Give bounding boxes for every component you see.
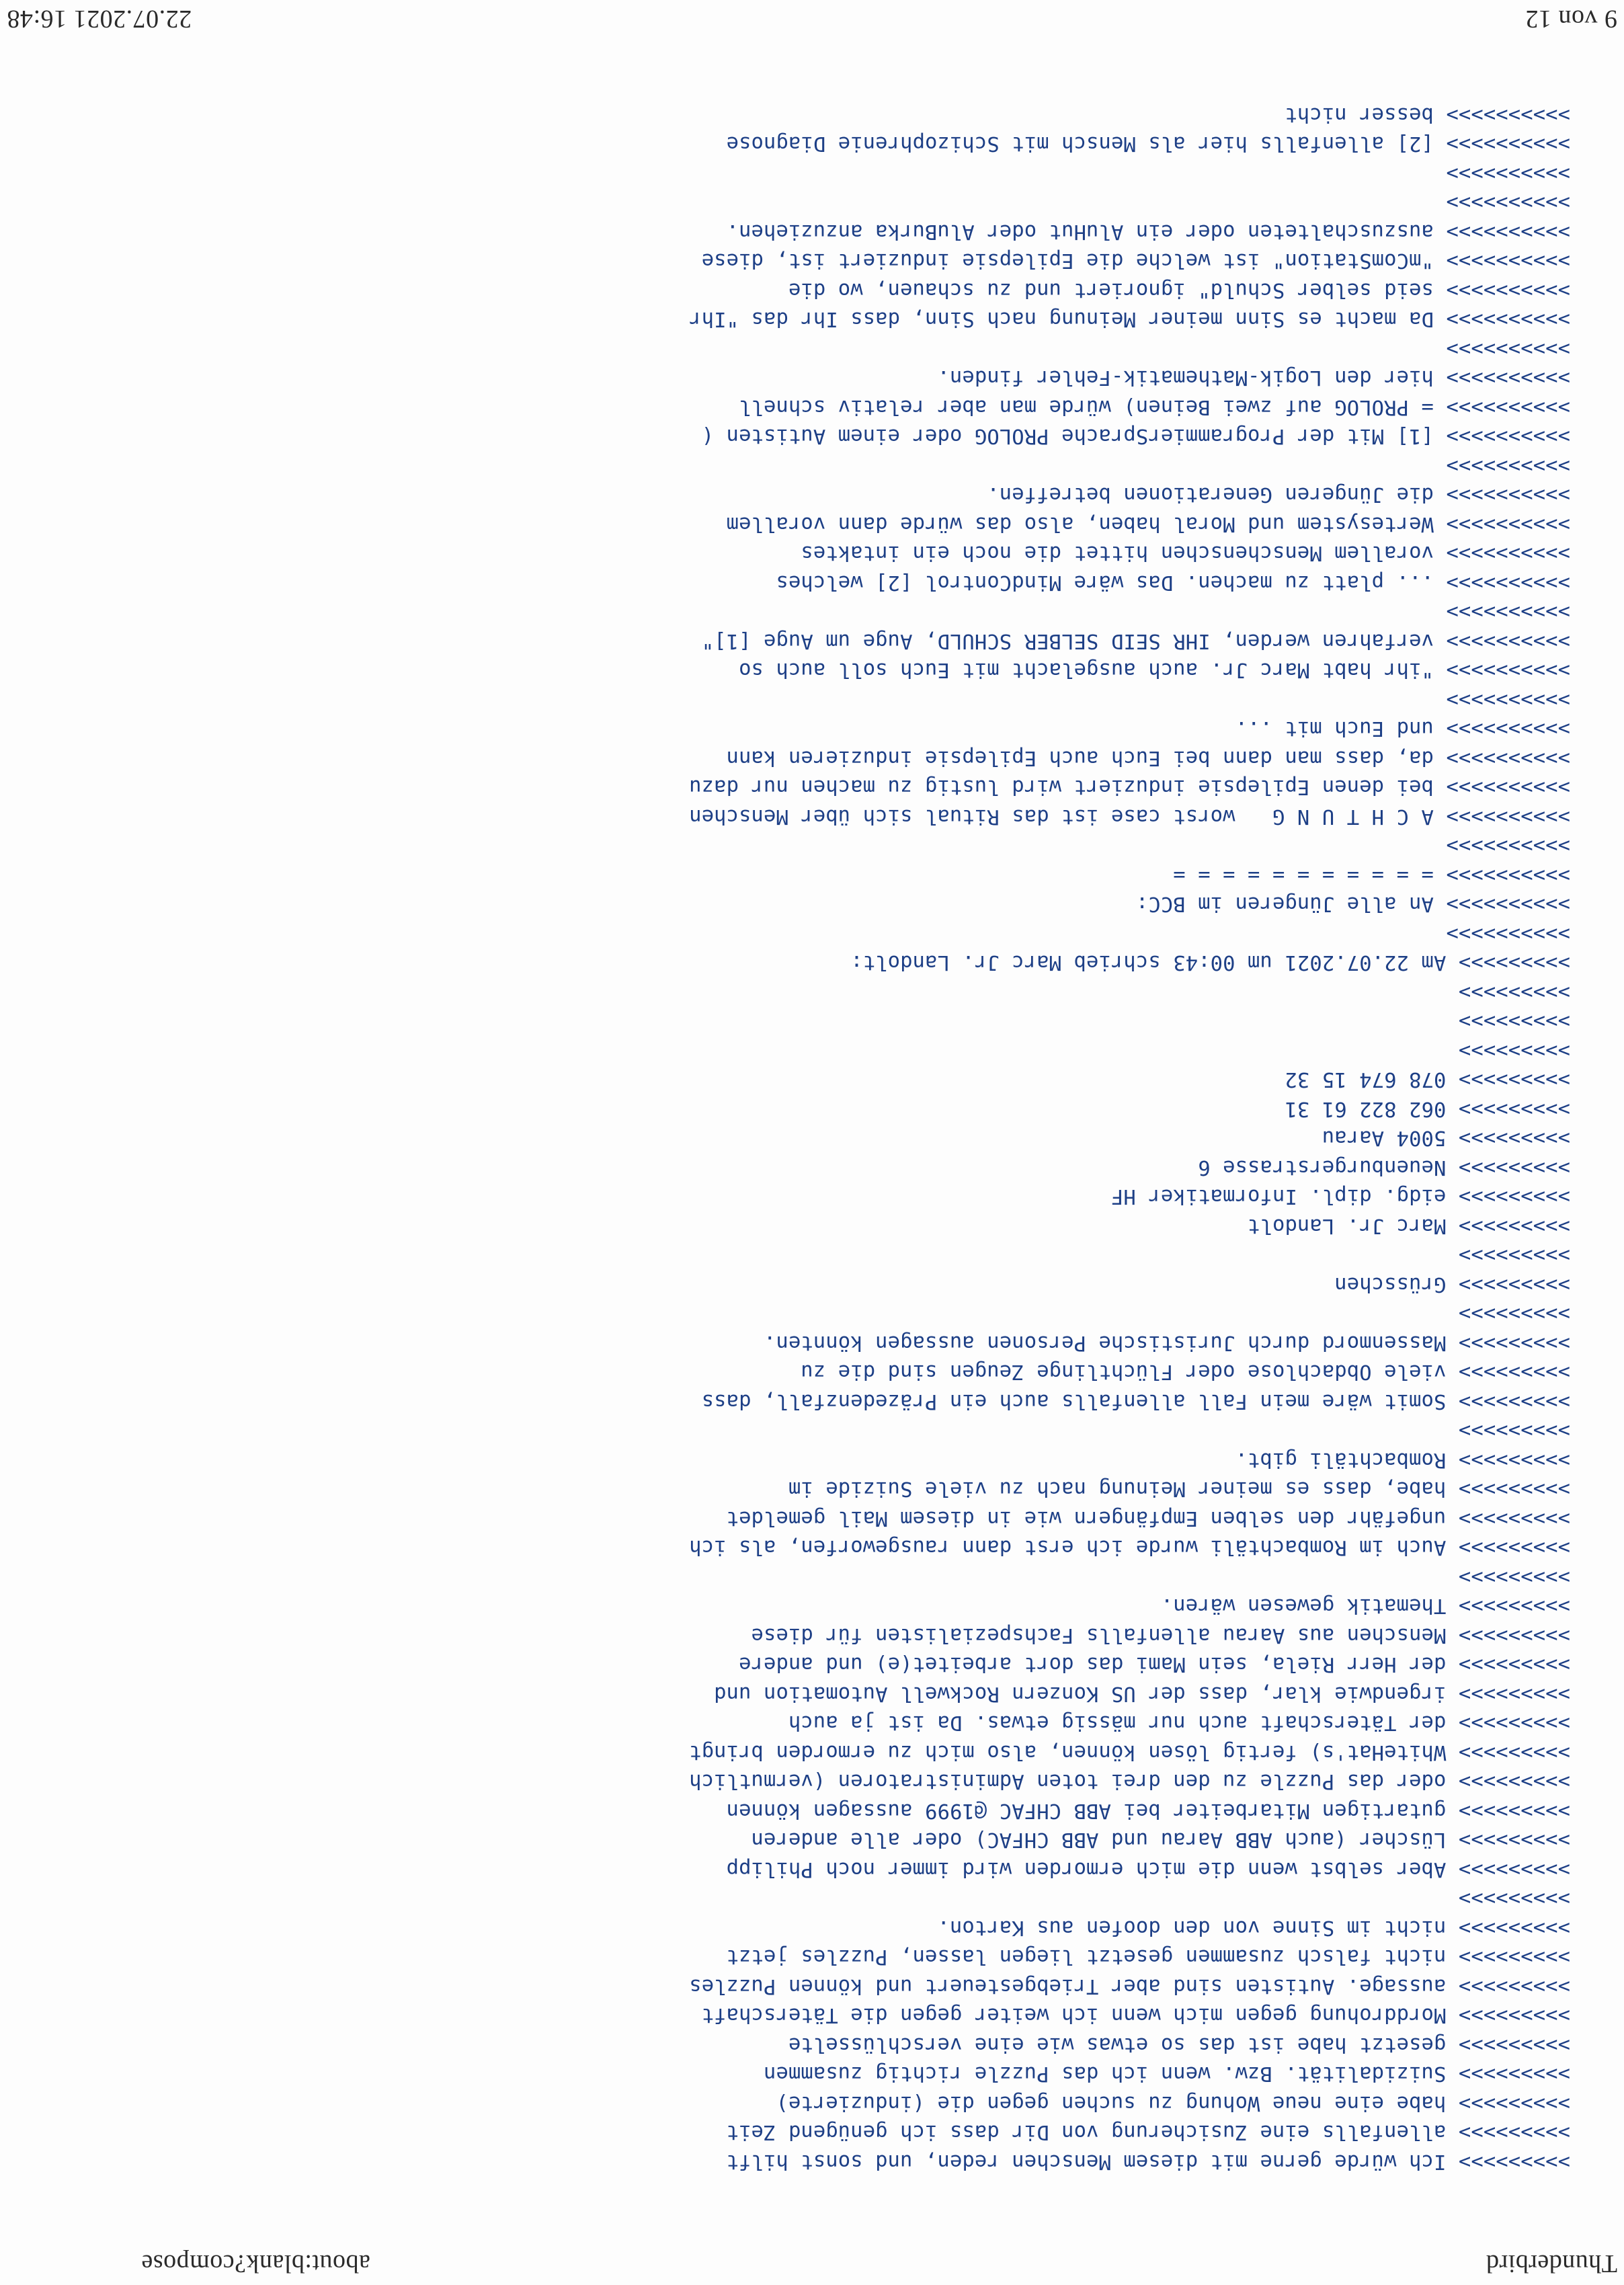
quoted-mail-line: >>>>>>>>>> Wertesystem und Moral haben, also das würde dann vorallem	[726, 512, 1570, 536]
quoted-mail-line: >>>>>>>>>> auszuschalteten oder ein AluHut oder AluBurka anzuziehen.	[726, 220, 1570, 243]
quoted-mail-line: >>>>>>>>>	[1458, 1301, 1570, 1326]
quoted-mail-line: >>>>>>>>> Auch im Rombachtäli wurde ich erst dann rausgeworfen, als ich	[689, 1535, 1570, 1560]
quoted-mail-line: >>>>>>>>> der Täterschaft auch nur mässig etwas. Da ist ja auch	[788, 1711, 1570, 1735]
quoted-mail-line: >>>>>>>>> Thematik gewesen wären.	[1160, 1594, 1570, 1618]
quoted-mail-line: >>>>>>>>> ungefähr den selben Empfängern wie in diesem Mail gemeldet	[726, 1507, 1570, 1530]
quoted-mail-line: >>>>>>>>>	[1458, 1565, 1570, 1589]
quoted-mail-line: >>>>>>>>> allenfalls eine Zusicherung von Dir dass ich genügend Zeit	[726, 2120, 1570, 2144]
quoted-mail-line: >>>>>>>>>> "ihr habt Marc Jr. auch ausgelacht mit Euch soll auch so	[739, 658, 1570, 682]
quoted-mail-line: >>>>>>>>>	[1458, 980, 1570, 1004]
quoted-mail-line: >>>>>>>>> habe, dass es meiner Meinung nach zu viele Suizide im	[788, 1477, 1570, 1501]
quoted-mail-line: >>>>>>>>>> bei denen Epilepsie induziert wird lustig zu machen nur dazu	[689, 775, 1570, 799]
quoted-mail-line: >>>>>>>>> Menschen aus Aarau allenfalls Fachspezialisten für diese	[751, 1623, 1570, 1647]
quoted-mail-line: >>>>>>>>>> [1] Mit der ProgrammierSprache PROLOG oder einem Autisten (	[701, 424, 1570, 448]
quoted-mail-line: >>>>>>>>> WhiteHat's) fertig lösen können, also mich zu ermorden bringt	[689, 1740, 1570, 1764]
quoted-mail-line: >>>>>>>>>> da, dass man dann bei Euch auch Epilepsie induzieren kann	[726, 746, 1570, 770]
quoted-mail-line: >>>>>>>>> nicht falsch zusammen gesetzt liegen lassen, Puzzles jetzt	[726, 1945, 1570, 1969]
quoted-mail-line: >>>>>>>>> Neuenburgerstrasse 6	[1198, 1156, 1570, 1179]
quoted-email-body	[91, 100, 1570, 2177]
quoted-mail-line: >>>>>>>>> gesetzt habe ist das so etwas wie eine verschlüsselte	[788, 2033, 1570, 2056]
quoted-mail-line: >>>>>>>>>> die Jüngeren Generationen betreffen.	[987, 483, 1570, 507]
quoted-mail-line: >>>>>>>>> Massenmord durch Juristische Personen aussagen könnten.	[763, 1331, 1570, 1355]
print-header-app-name: Thunderbird	[1486, 2249, 1617, 2278]
quoted-mail-line: >>>>>>>>>>	[1446, 922, 1570, 945]
print-footer-page-indicator: 9 von 12	[1525, 5, 1617, 33]
quoted-mail-line: >>>>>>>>>>	[1446, 337, 1570, 360]
quoted-mail-line: >>>>>>>>>> ... platt zu machen. Das wäre MindControl [2] welches	[776, 571, 1570, 594]
quoted-mail-line: >>>>>>>>> Suizidalität. Bzw. wenn ich das Puzzle richtig zusammen	[763, 2062, 1570, 2086]
quoted-mail-line: >>>>>>>>>> An alle Jüngeren im BCC:	[1135, 892, 1570, 916]
quoted-mail-line: >>>>>>>>> Morddrohung gegen mich wenn ich weiter gegen die Täterschaft	[701, 2003, 1570, 2028]
quoted-mail-line: >>>>>>>>>>	[1446, 600, 1570, 624]
quoted-mail-line: >>>>>>>>> Marc Jr. Landolt	[1247, 1214, 1570, 1238]
quoted-mail-line: >>>>>>>>>>	[1446, 454, 1570, 477]
quoted-mail-line: >>>>>>>>>> vorallem Menschenschen hittet die noch ein intaktes	[801, 541, 1570, 565]
quoted-mail-line: >>>>>>>>> Grüsschen	[1334, 1273, 1570, 1296]
quoted-mail-line: >>>>>>>>>> und Euch mit ...	[1235, 717, 1570, 741]
quoted-mail-line: >>>>>>>>>	[1458, 1418, 1570, 1443]
quoted-mail-line: >>>>>>>>> nicht im Sinne von den doofen aus Karton.	[937, 1916, 1570, 1939]
quoted-mail-line: >>>>>>>>>	[1458, 1039, 1570, 1062]
quoted-mail-line: >>>>>>>>>> seid selber Schuld" ignoriert und zu schauen, wo die	[788, 278, 1570, 302]
quoted-mail-line: >>>>>>>>> Ich würde gerne mit diesem Menschen reden, und sonst hilft	[726, 2150, 1570, 2173]
quoted-mail-line: >>>>>>>>>>	[1446, 834, 1570, 858]
quoted-mail-line: >>>>>>>>>> = = = = = = = = = = =	[1173, 863, 1570, 887]
print-header-url: about:blank?compose	[141, 2249, 370, 2278]
quoted-mail-line: >>>>>>>>>> [2] allenfalls hier als Mensch mit Schizophrenie Diagnose	[726, 132, 1570, 156]
quoted-mail-line: >>>>>>>>>> "mComStation" ist welche die Epilepsie induziert ist, diese	[701, 249, 1570, 273]
quoted-mail-line: >>>>>>>>> aussage. Autisten sind aber Triebgesteuert und können Puzzles	[689, 1974, 1570, 1998]
quoted-mail-line: >>>>>>>>> irgendwie klar, dass der US Konzern Rockwell Automation und	[714, 1682, 1570, 1706]
quoted-mail-line: >>>>>>>>>>	[1446, 688, 1570, 711]
quoted-mail-line: >>>>>>>>> eidg. dipl. Informatiker HF	[1110, 1185, 1570, 1209]
quoted-mail-line: >>>>>>>>> habe eine neue Wohung zu suchen gegen die (induzierte)	[776, 2091, 1570, 2115]
quoted-mail-line: >>>>>>>>>>	[1446, 190, 1570, 214]
quoted-mail-line: >>>>>>>>> Lüscher (auch ABB Aarau und ABB CHFAC) oder alle anderen	[751, 1828, 1570, 1852]
quoted-mail-line: >>>>>>>>>> verfahren werden, IHR SEID SELBER SCHULD, Auge um Auge [1]"	[701, 629, 1570, 653]
quoted-mail-line: >>>>>>>>>> hier den Logik-Mathematik-Fehler finden.	[937, 366, 1570, 390]
quoted-mail-line: >>>>>>>>> 078 674 15 32	[1285, 1068, 1570, 1092]
quoted-mail-line: >>>>>>>>>	[1458, 1009, 1570, 1033]
quoted-mail-line: >>>>>>>>> viele Obdachlose oder Flüchtlinge Zeugen sind die zu	[801, 1360, 1570, 1384]
quoted-mail-line: >>>>>>>>> 5004 Aarau	[1322, 1126, 1570, 1150]
quoted-mail-line: >>>>>>>>>> A C H T U N G worst case ist das Ritual sich über Menschen	[689, 805, 1570, 828]
quoted-mail-line: >>>>>>>>> oder das Puzzle zu den drei toten Administratoren (vermutlich	[689, 1769, 1570, 1794]
quoted-mail-line: >>>>>>>>>	[1458, 1243, 1570, 1267]
quoted-mail-line: >>>>>>>>> der Herr Riela, sein Mami das dort arbeitet(e) und andere	[739, 1652, 1570, 1677]
quoted-mail-line: >>>>>>>>> Am 22.07.2021 um 00:43 schrieb Marc Jr. Landolt:	[850, 951, 1570, 975]
quoted-mail-line: >>>>>>>>> Aber selbst wenn die mich ermorden wird immer noch Philipp	[726, 1857, 1570, 1881]
print-footer-timestamp: 22.07.2021 16:48	[7, 5, 192, 33]
quoted-mail-line: >>>>>>>>>> = PROLOG auf zwei Beinen) würde man aber relativ schnell	[739, 395, 1570, 419]
quoted-mail-line: >>>>>>>>>> besser nicht	[1285, 103, 1570, 126]
quoted-mail-line: >>>>>>>>>> Da macht es Sinn meiner Meinung nach Sinn, dass Ihr das "Ihr	[689, 307, 1570, 331]
quoted-mail-line: >>>>>>>>> Rombachtäli gibt.	[1235, 1448, 1570, 1472]
quoted-mail-line: >>>>>>>>>>	[1446, 161, 1570, 185]
quoted-mail-line: >>>>>>>>> gutartigen Mitarbeiter bei ABB CHFAC @1999 aussagen können	[726, 1799, 1570, 1822]
quoted-mail-line: >>>>>>>>> 062 822 61 31	[1285, 1097, 1570, 1121]
quoted-mail-line: >>>>>>>>> Somit wäre mein Fall allenfalls auch ein Präzedenzfall, dass	[701, 1390, 1570, 1413]
quoted-mail-line: >>>>>>>>>	[1458, 1886, 1570, 1911]
